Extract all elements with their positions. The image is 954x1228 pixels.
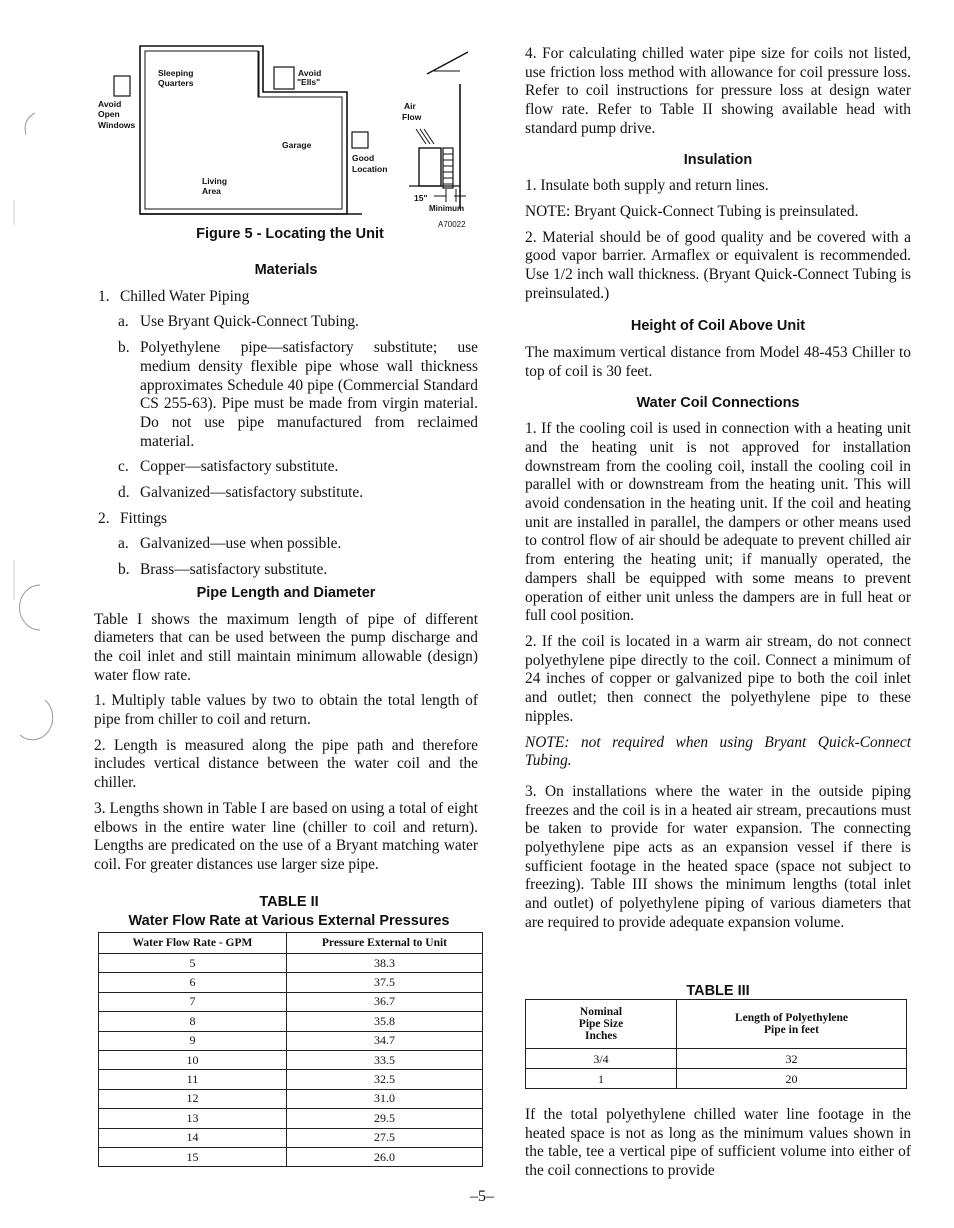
table-cell: 3/4 bbox=[526, 1049, 677, 1069]
list-text: Galvanized—satisfactory substitute. bbox=[140, 484, 364, 502]
list-item bbox=[118, 484, 478, 503]
table-row bbox=[99, 1109, 483, 1128]
label-living-1: Living bbox=[202, 176, 228, 186]
table-cell: 38.3 bbox=[286, 954, 482, 973]
table-cell: 26.0 bbox=[286, 1147, 482, 1166]
table-cell: 6 bbox=[99, 973, 287, 992]
list-number: 2. bbox=[98, 509, 110, 527]
table-header bbox=[526, 1000, 677, 1049]
table3-title: TABLE III bbox=[686, 983, 750, 999]
list-text: Fittings bbox=[120, 509, 168, 527]
list-item bbox=[118, 339, 478, 451]
table-cell: 32 bbox=[677, 1049, 907, 1069]
table-cell: 8 bbox=[99, 1012, 287, 1031]
table-header-line: Pipe Size bbox=[578, 1018, 624, 1030]
list-number: b. bbox=[118, 561, 130, 579]
label-air-2: Flow bbox=[402, 112, 422, 122]
table-header: Water Flow Rate - GPM bbox=[99, 933, 287, 954]
height-heading: Height of Coil Above Unit bbox=[630, 318, 806, 335]
table-row bbox=[99, 1089, 483, 1108]
label-good-2: Location bbox=[352, 164, 388, 174]
table-header bbox=[677, 1000, 907, 1049]
table-cell: 14 bbox=[99, 1128, 287, 1147]
table-cell: 7 bbox=[99, 992, 287, 1011]
list-text: Chilled Water Piping bbox=[120, 287, 250, 305]
table-header-line: Pipe in feet bbox=[764, 1024, 819, 1036]
figure-caption: Figure 5 - Locating the Unit bbox=[196, 226, 384, 242]
pipe-step-3: 3. Lengths shown in Table I are based on using a total of eight elbows in the entire water line (chiller to coil and return). Lengths are predicated on the use of a Bryant matching water coil. For greater distances use larger size pipe. bbox=[94, 799, 478, 873]
table-header-line: Length of Polyethylene bbox=[734, 1012, 849, 1024]
list-number: a. bbox=[118, 313, 129, 331]
list-text: Brass—satisfactory substitute. bbox=[140, 561, 328, 579]
label-avoid-open-3: Windows bbox=[98, 120, 136, 130]
list-item bbox=[98, 510, 478, 529]
table-header-line: Nominal bbox=[579, 1006, 623, 1018]
list-number: d. bbox=[118, 484, 130, 502]
table-row bbox=[526, 1049, 907, 1069]
table-row bbox=[526, 1069, 907, 1089]
table-cell: 32.5 bbox=[286, 1070, 482, 1089]
list-number: b. bbox=[118, 339, 130, 357]
label-dimension: 15" bbox=[414, 193, 428, 203]
page-number: –5– bbox=[470, 1188, 494, 1205]
water-coil-note: NOTE: not required when using Bryant Quick-Connect Tubing. bbox=[525, 733, 911, 770]
water-coil-2: 2. If the coil is located in a warm air stream, do not connect polyethylene pipe directly to the coil. Connect a minimum of 24 inches of copper or galvanized pipe to both the coil inlet and outlet; then connect the polyethylene pipe to these nipples. bbox=[525, 632, 911, 725]
table-cell: 5 bbox=[99, 954, 287, 973]
height-paragraph: The maximum vertical distance from Model 48-453 Chiller to top of coil is 30 feet. bbox=[525, 344, 911, 380]
table2 bbox=[98, 932, 483, 1167]
table-cell: 9 bbox=[99, 1031, 287, 1050]
left-column bbox=[94, 261, 478, 882]
table-row bbox=[99, 992, 483, 1011]
water-coil-1: 1. If the cooling coil is used in connection with a heating unit and the heating unit is not approved for installation downstream from the cooling coil, install the cooling coil in parallel with or downstream from the heating unit. This will avoid condensation in the heating unit. If the coil and heating unit are installed in parallel, the dampers or other means used to control flow of air should be adequate to prevent chilled air from entering the heating unit; if manually operated, the dampers shall be equipped with some means to prevent operation of either unit unless the dampers are in full heat or full cool position. bbox=[525, 420, 911, 625]
table-cell: 10 bbox=[99, 1050, 287, 1069]
insulation-2: 2. Material should be of good quality and be covered with a good vapor barrier. Armaflex or equivalent is recommended. Use 1/2 inch wall thickness. (Bryant Quick-Connect Tubing is preinsulated.) bbox=[525, 228, 911, 302]
list-number: a. bbox=[118, 535, 129, 553]
table-cell: 12 bbox=[99, 1089, 287, 1108]
label-quarters: Quarters bbox=[158, 78, 194, 88]
final-paragraph-block bbox=[525, 1106, 911, 1188]
table-row bbox=[99, 1128, 483, 1147]
label-garage: Garage bbox=[282, 140, 312, 150]
unit-location-diagram bbox=[94, 44, 479, 234]
list-item bbox=[118, 535, 478, 554]
label-avoid-ells-1: Avoid bbox=[298, 68, 322, 78]
list-text: Use Bryant Quick-Connect Tubing. bbox=[140, 313, 359, 331]
list-text: Galvanized—use when possible. bbox=[140, 535, 342, 553]
table-cell: 37.5 bbox=[286, 973, 482, 992]
table-cell: 13 bbox=[99, 1109, 287, 1128]
paragraph-4: 4. For calculating chilled water pipe size for coils not listed, use friction loss method with allowance for coil pressure loss. Refer to coil instructions for pressure loss at design water flow rate. Refer to Table II showing available head with standard pump drive. bbox=[525, 45, 911, 137]
label-avoid-open-2: Open bbox=[98, 109, 120, 119]
table2-subtitle: Water Flow Rate at Various External Pressures bbox=[128, 913, 450, 929]
label-avoid-open-1: Avoid bbox=[98, 99, 122, 109]
list-number: 1. bbox=[98, 287, 110, 305]
list-item bbox=[118, 458, 478, 477]
table-row bbox=[99, 1012, 483, 1031]
table-cell: 36.7 bbox=[286, 992, 482, 1011]
table-cell: 11 bbox=[99, 1070, 287, 1089]
list-item bbox=[118, 561, 478, 580]
table-cell: 35.8 bbox=[286, 1012, 482, 1031]
label-avoid-ells-2: "Ells" bbox=[297, 77, 321, 87]
materials-heading: Materials bbox=[254, 262, 318, 278]
table-cell: 29.5 bbox=[286, 1109, 482, 1128]
table-header: Pressure External to Unit bbox=[286, 933, 482, 954]
list-text: Polyethylene pipe—satisfactory substitute; use medium density flexible pipe whose wall thickness approximates Schedule 40 pipe (Commercial Standard CS 255-63). Pipe must be made from virgin material. Do not use pipe manufactured from reclaimed material. bbox=[140, 339, 478, 450]
pipe-paragraph: Table I shows the maximum length of pipe of different diameters that can be used between the pump discharge and the coil inlet and still maintain minimum allowable (design) water flow rate. bbox=[94, 610, 478, 684]
list-number: c. bbox=[118, 458, 129, 476]
table-cell: 20 bbox=[677, 1069, 907, 1089]
table-cell: 34.7 bbox=[286, 1031, 482, 1050]
insulation-heading: Insulation bbox=[683, 151, 753, 168]
label-living-2: Area bbox=[202, 186, 221, 196]
table-row bbox=[99, 954, 483, 973]
table-row bbox=[99, 1031, 483, 1050]
table-header-row bbox=[99, 933, 483, 954]
table-row bbox=[99, 1070, 483, 1089]
table-cell: 27.5 bbox=[286, 1128, 482, 1147]
table-header-line: Inches bbox=[585, 1030, 617, 1042]
label-figure-code: A70022 bbox=[438, 220, 466, 229]
label-minimum: Minimum bbox=[429, 204, 465, 213]
list-item bbox=[98, 288, 478, 307]
table-header-row bbox=[526, 1000, 907, 1049]
table3 bbox=[525, 999, 907, 1089]
table2-title: TABLE II bbox=[259, 894, 319, 910]
table-cell: 33.5 bbox=[286, 1050, 482, 1069]
right-column bbox=[525, 45, 911, 940]
table-cell: 1 bbox=[526, 1069, 677, 1089]
water-coil-3: 3. On installations where the water in the outside piping freezes and the coil is in a heated air stream, precautions must be taken to provide for water expansion. The connecting polyethylene pipe acts as an expansion vessel if there is sufficient footage in the heated space (space not subject to freezing). Table III shows the minimum lengths (total inlet and outlet) of polyethylene piping of various diameters that are required to provide adequate expansion volume. bbox=[525, 782, 911, 931]
insulation-note: NOTE: Bryant Quick-Connect Tubing is preinsulated. bbox=[525, 202, 859, 220]
final-paragraph: If the total polyethylene chilled water line footage in the heated space is not as long as the minimum values shown in the table, tee a vertical pipe of sufficient volume into either of the coil connections to provide bbox=[525, 1106, 911, 1180]
list-item bbox=[118, 313, 478, 332]
label-sleeping: Sleeping bbox=[158, 68, 194, 78]
pipe-length-heading: Pipe Length and Diameter bbox=[196, 584, 376, 601]
table-row bbox=[99, 1147, 483, 1166]
insulation-1: 1. Insulate both supply and return lines. bbox=[525, 177, 769, 195]
label-good-1: Good bbox=[352, 153, 375, 163]
water-coil-heading: Water Coil Connections bbox=[636, 394, 800, 411]
table-row bbox=[99, 973, 483, 992]
pipe-step-1: 1. Multiply table values by two to obtain the total length of pipe from chiller to coil and return. bbox=[94, 692, 478, 729]
label-air-1: Air bbox=[404, 101, 416, 111]
table-cell: 15 bbox=[99, 1147, 287, 1166]
pipe-step-2: 2. Length is measured along the pipe path and therefore includes vertical distance between the water coil and the chiller. bbox=[94, 736, 478, 792]
table-cell: 31.0 bbox=[286, 1089, 482, 1108]
list-text: Copper—satisfactory substitute. bbox=[140, 458, 339, 476]
binder-hole-marks bbox=[0, 0, 80, 1228]
table-row bbox=[99, 1050, 483, 1069]
